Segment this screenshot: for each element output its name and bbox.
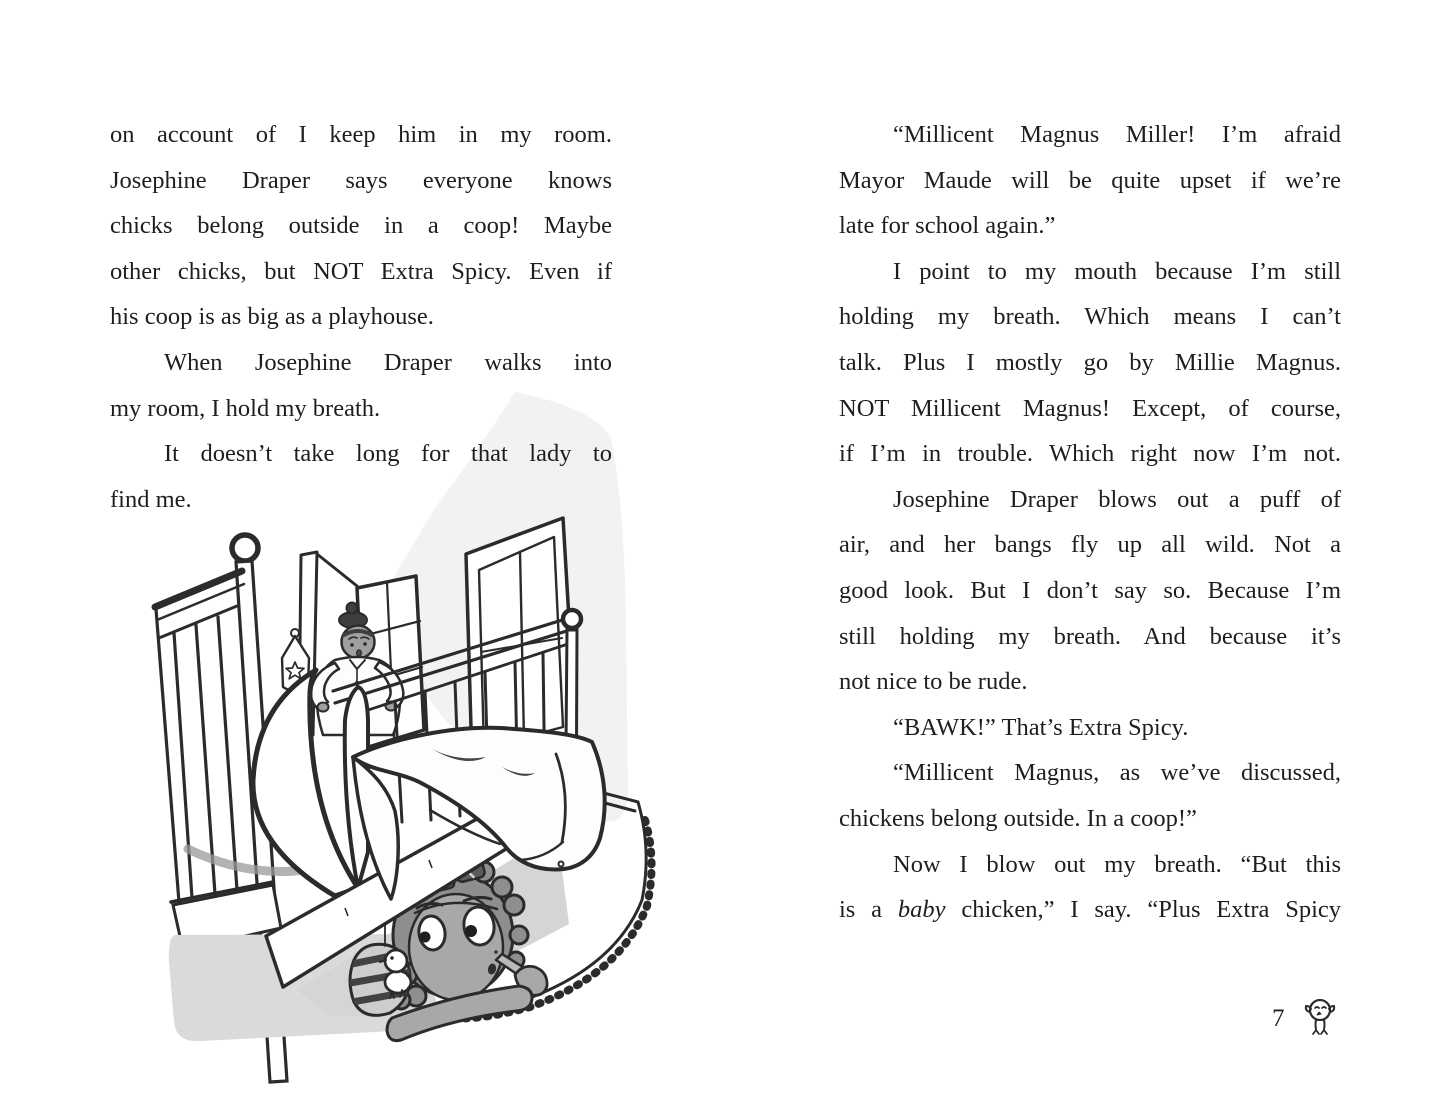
- text-line: still holding my breath. And because it’s: [839, 622, 1341, 650]
- page-number: 7: [1272, 1005, 1285, 1032]
- text-line: other chicks, but NOT Extra Spicy. Even if: [110, 257, 612, 285]
- paragraph: [839, 750, 1341, 841]
- text-line: Josephine Draper blows out a puff of: [893, 485, 1341, 513]
- text-line: if I’m in trouble. Which right now I’m not.: [839, 440, 1341, 468]
- text-line: “Millicent Magnus Miller! I’m afraid: [893, 121, 1341, 148]
- chick-icon: [1303, 996, 1337, 1042]
- text-line: is a baby chicken,” I say. “Plus Extra Spicy: [839, 896, 1342, 924]
- paragraph: [839, 842, 1341, 933]
- left-page-text: [110, 112, 612, 522]
- text-line: late for school again.”: [839, 212, 1056, 240]
- paragraph: [110, 112, 612, 340]
- text-line: my room, I hold my breath.: [110, 394, 381, 422]
- text-line: find me.: [110, 485, 192, 513]
- text-line: “BAWK!” That’s Extra Spicy.: [893, 713, 1189, 741]
- text-line: holding my breath. Which means I can’t: [839, 303, 1341, 331]
- text-line: not nice to be rude.: [839, 668, 1028, 696]
- text-line: on account of I keep him in my room.: [110, 121, 612, 148]
- paragraph: [110, 340, 612, 431]
- text-line: chickens belong outside. In a coop!”: [839, 804, 1197, 832]
- paragraph: [110, 431, 612, 522]
- paragraph: [839, 477, 1341, 705]
- text-line: chicks belong outside in a coop! Maybe: [110, 212, 612, 240]
- paragraph: [839, 705, 1341, 751]
- text-line: NOT Millicent Magnus! Except, of course,: [839, 394, 1341, 422]
- paragraph: [839, 112, 1341, 249]
- text-line: air, and her bangs fly up all wild. Not a: [839, 531, 1341, 559]
- text-line: Josephine Draper says everyone knows: [110, 166, 612, 194]
- text-line: good look. But I don’t say so. Because I’m: [839, 576, 1341, 604]
- paragraph: [839, 249, 1341, 477]
- text-line: his coop is as big as a playhouse.: [110, 303, 434, 331]
- text-line: Now I blow out my breath. “But this: [893, 850, 1341, 878]
- text-line: It doesn’t take long for that lady to: [164, 440, 612, 468]
- page-footer: [1272, 996, 1337, 1042]
- text-line: talk. Plus I mostly go by Millie Magnus.: [839, 348, 1341, 376]
- right-page-text: [839, 112, 1341, 933]
- text-line: “Millicent Magnus, as we’ve discussed,: [893, 759, 1341, 787]
- text-line: I point to my mouth because I’m still: [893, 257, 1341, 285]
- text-line: Mayor Maude will be quite upset if we’re: [839, 166, 1341, 194]
- french-door-icon: [466, 518, 576, 762]
- text-line: When Josephine Draper walks into: [164, 348, 612, 376]
